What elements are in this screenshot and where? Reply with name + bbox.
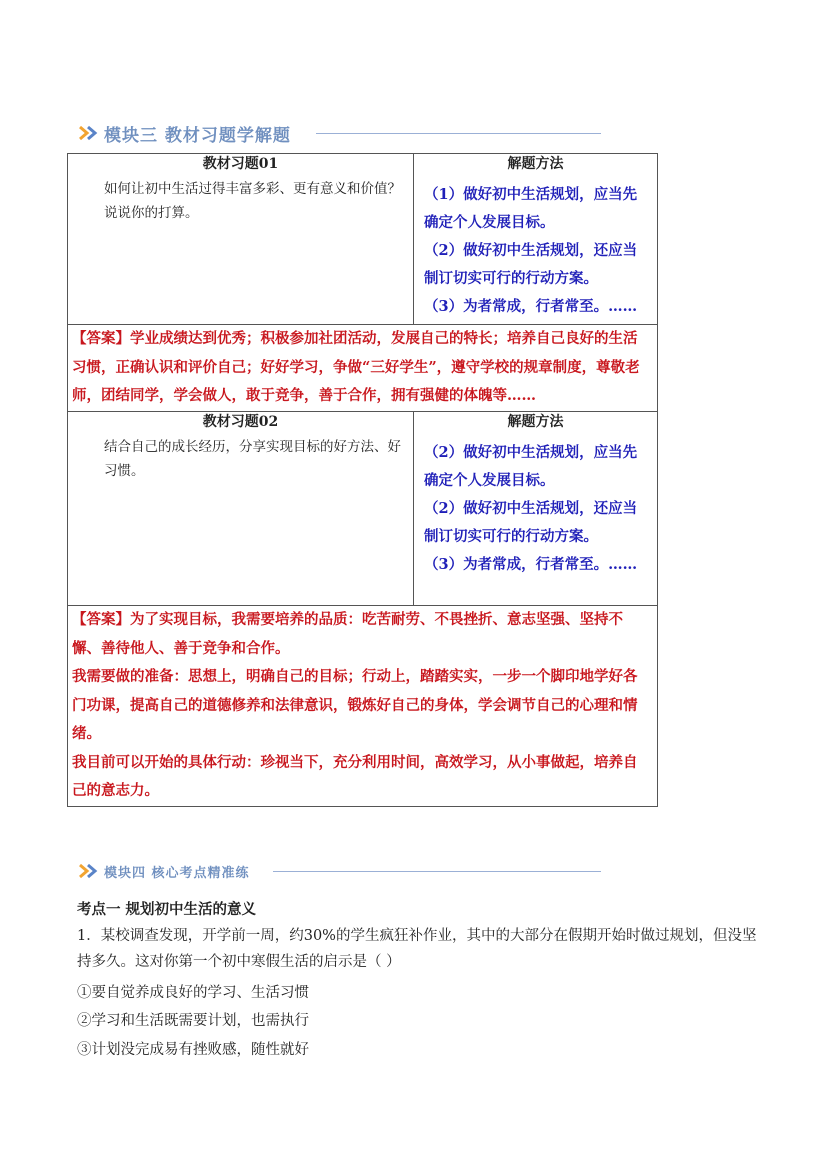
exercise1-answer-text: 学业成绩达到优秀；积极参加社团活动，发展自己的特长；培养自己良好的生活习惯，正确认识和评价自己；好好学习，争做“三好学生”，遵守学校的规章制度，尊敬老师，团结同学，学会做人，敢于竞争，善于合作，拥有强健的体魄等……: [72, 330, 640, 404]
exercise2-answer-3: 我目前可以开始的具体行动：珍视当下，充分利用时间，高效学习，从小事做起，培养自己的意志力。: [72, 753, 638, 799]
question1-stem: 1．某校调查发现，开学前一周，约30%的学生疯狂补作业，其中的大部分在假期开始时做过规划，但没坚持多久。这对你第一个初中寒假生活的启示是（ ）: [77, 928, 757, 970]
exercise1-method-header: 解题方法: [507, 156, 564, 172]
answer-tag: 【答案】: [72, 611, 130, 628]
double-chevron-icon: [78, 125, 100, 141]
exercise1-method-3: （3）为者常成，行者常至。……: [424, 298, 638, 315]
module4-title: 模块四 核心考点精准练: [104, 865, 250, 881]
exercise2-method-1: （2）做好初中生活规划，应当先确定个人发展目标。: [424, 444, 638, 489]
exercise1-header: 教材习题01: [202, 156, 279, 172]
exercise1-method-cell: [414, 154, 658, 325]
exercise1-answer-cell: [68, 325, 658, 412]
module4-divider: [273, 871, 601, 872]
exercise1-method-1: （1）做好初中生活规划，应当先确定个人发展目标。: [424, 186, 638, 231]
question1-option-2: ②学习和生活既需要计划，也需执行: [77, 1013, 309, 1029]
exercise-table: [67, 153, 658, 807]
exercise2-question: 结合自己的成长经历，分享实现目标的好方法、好习惯。: [104, 439, 401, 479]
module3-title: 模块三 教材习题学解题: [104, 125, 291, 146]
answer-tag: 【答案】: [72, 330, 130, 347]
exercise2-question-cell: [68, 412, 414, 606]
exercise1-question-cell: [68, 154, 414, 325]
exercise2-method-header: 解题方法: [507, 414, 564, 430]
exercise2-answer-2: 我需要做的准备：思想上，明确自己的目标；行动上，踏踏实实，一步一个脚印地学好各门功课，提高自己的道德修养和法律意识，锻炼好自己的身体，学会调节自己的心理和情绪。: [72, 668, 638, 742]
question1-option-3: ③计划没完成易有挫败感，随性就好: [77, 1042, 309, 1058]
module3-divider: [316, 133, 601, 134]
exercise2-header: 教材习题02: [202, 414, 279, 430]
exercise2-method-2: （2）做好初中生活规划，还应当制订切实可行的行动方案。: [424, 500, 638, 545]
module3-header: [78, 122, 608, 144]
exercise2-method-cell: [414, 412, 658, 606]
exercise1-method-2: （2）做好初中生活规划，还应当制订切实可行的行动方案。: [424, 242, 638, 287]
exercise2-answer-cell: [68, 606, 658, 807]
exercise1-question: 如何让初中生活过得丰富多彩、更有意义和价值？说说你的打算。: [104, 181, 401, 221]
exercise1-answer: [68, 325, 657, 411]
question1-option-1: ①要自觉养成良好的学习、生活习惯: [77, 985, 309, 1001]
exercise2-answer-text-1: 为了实现目标，我需要培养的品质：吃苦耐劳、不畏挫折、意志坚强、坚持不懈、善待他人、善于竞争和合作。: [72, 611, 623, 657]
double-chevron-icon: [78, 863, 100, 879]
exercise2-answer-1: [68, 606, 657, 663]
module4-header: [78, 860, 603, 882]
exercise2-method-3: （3）为者常成，行者常至。……: [424, 556, 638, 573]
section1-title: 考点一 规划初中生活的意义: [77, 901, 257, 918]
